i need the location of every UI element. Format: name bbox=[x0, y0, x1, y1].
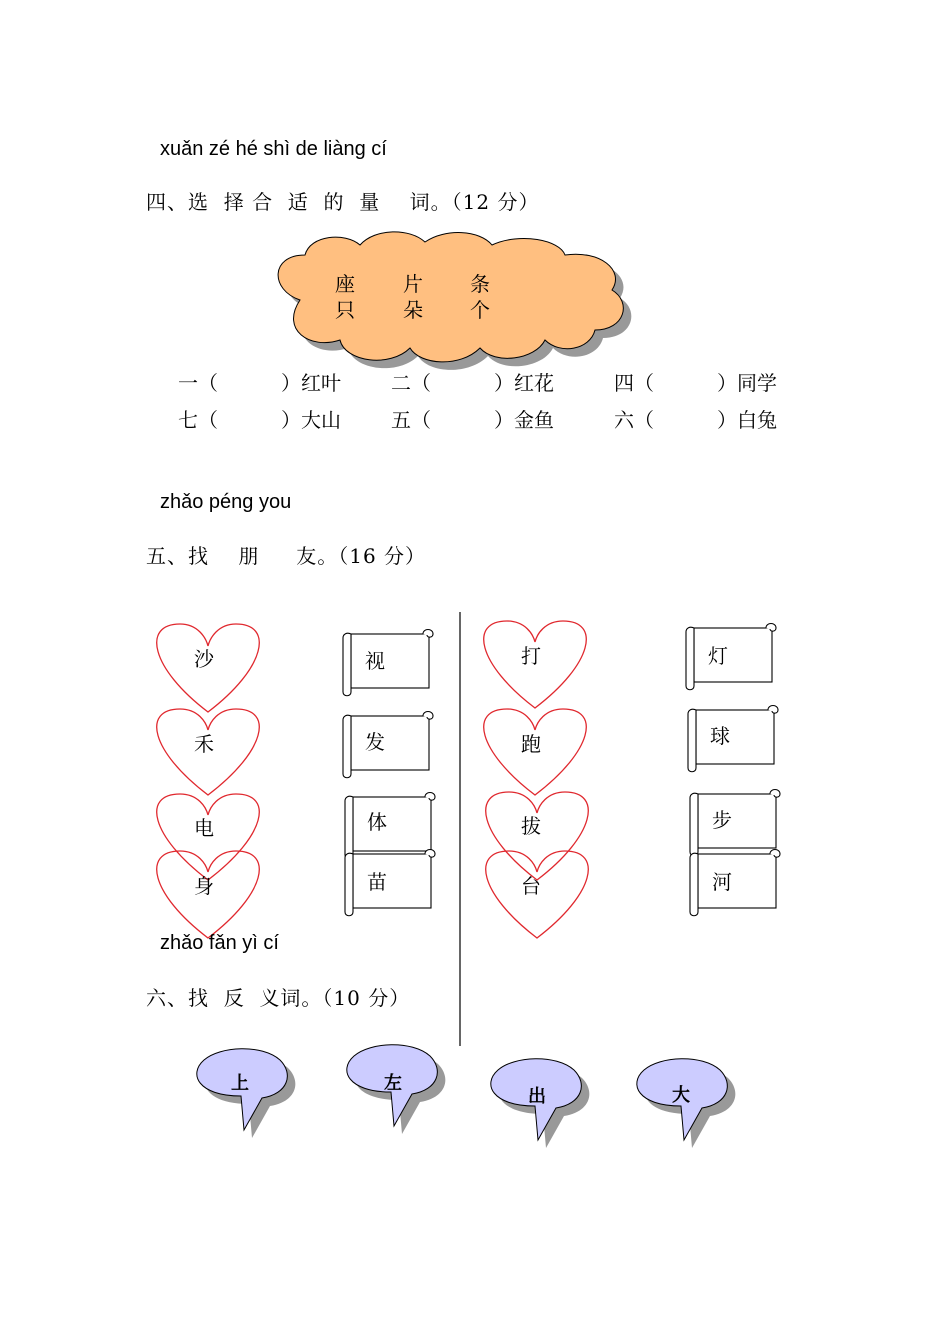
heart-char: 身 bbox=[194, 874, 214, 898]
bubble-char: 出 bbox=[528, 1086, 546, 1107]
scroll-shape bbox=[343, 712, 433, 778]
cloud-word: 朵 bbox=[403, 298, 423, 322]
scroll-char: 发 bbox=[365, 730, 385, 754]
section4-pinyin: xuǎn zé hé shì de liàng cí bbox=[160, 138, 387, 160]
cloud-word: 只 bbox=[335, 298, 355, 322]
item-number: 五（ bbox=[391, 408, 431, 432]
heart-char: 拔 bbox=[521, 814, 541, 838]
item-number: 六（ bbox=[614, 408, 654, 432]
measure-word-item bbox=[281, 404, 341, 433]
item-number: 二（ bbox=[391, 371, 431, 395]
heart-char: 台 bbox=[521, 874, 541, 898]
scroll-char: 球 bbox=[710, 724, 730, 748]
item-noun: ）金鱼 bbox=[494, 408, 554, 432]
scroll-shape bbox=[345, 850, 435, 916]
heart-char: 跑 bbox=[521, 732, 541, 756]
measure-word-item bbox=[178, 367, 218, 396]
measure-word-item bbox=[281, 367, 341, 396]
scroll-char: 视 bbox=[365, 649, 385, 673]
bubble-char: 上 bbox=[231, 1073, 249, 1094]
scroll-shape bbox=[345, 793, 435, 859]
section4-heading: 四、选 择 合 适 的 量 词。（12 分） bbox=[146, 190, 540, 214]
heart-char: 禾 bbox=[194, 732, 214, 756]
measure-word-item bbox=[494, 367, 554, 396]
heart-char: 沙 bbox=[194, 647, 214, 671]
cloud-shape bbox=[278, 232, 623, 362]
item-noun: ）红叶 bbox=[281, 371, 341, 395]
heart-char: 电 bbox=[194, 816, 214, 840]
section6-pinyin: zhǎo fǎn yì cí bbox=[160, 932, 279, 954]
measure-word-item bbox=[717, 404, 777, 433]
scroll-shape bbox=[688, 706, 778, 772]
cloud-word: 个 bbox=[470, 298, 490, 322]
scroll-char: 河 bbox=[712, 870, 732, 894]
bubble-char: 大 bbox=[672, 1085, 690, 1106]
scroll-shape bbox=[690, 790, 780, 856]
scroll-char: 步 bbox=[712, 808, 732, 832]
measure-word-item bbox=[614, 367, 654, 396]
item-number: 四（ bbox=[614, 371, 654, 395]
item-noun: ）红花 bbox=[494, 371, 554, 395]
measure-word-item bbox=[391, 367, 431, 396]
scroll-shape bbox=[343, 630, 433, 696]
scroll-char: 体 bbox=[367, 810, 387, 834]
item-number: 七（ bbox=[178, 408, 218, 432]
scroll-char: 苗 bbox=[367, 870, 387, 894]
heart-char: 打 bbox=[521, 644, 541, 668]
cloud-word: 片 bbox=[403, 272, 423, 296]
scroll-char: 灯 bbox=[708, 644, 728, 668]
cloud-word: 条 bbox=[470, 272, 490, 296]
section6-heading: 六、找 反 义词。（10 分） bbox=[146, 986, 411, 1010]
bubble-char: 左 bbox=[384, 1073, 402, 1094]
scroll-shape bbox=[686, 624, 776, 690]
item-noun: ）白兔 bbox=[717, 408, 777, 432]
measure-word-item bbox=[391, 404, 431, 433]
measure-word-item bbox=[178, 404, 218, 433]
measure-word-item bbox=[717, 367, 777, 396]
section5-pinyin: zhǎo péng you bbox=[160, 491, 292, 513]
measure-word-item bbox=[494, 404, 554, 433]
item-number: 一（ bbox=[178, 371, 218, 395]
item-noun: ）大山 bbox=[281, 408, 341, 432]
scroll-shape bbox=[690, 850, 780, 916]
measure-word-item bbox=[614, 404, 654, 433]
item-noun: ）同学 bbox=[717, 371, 777, 395]
cloud-word: 座 bbox=[335, 272, 355, 296]
section5-heading: 五、找 朋 友。（16 分） bbox=[146, 544, 427, 568]
